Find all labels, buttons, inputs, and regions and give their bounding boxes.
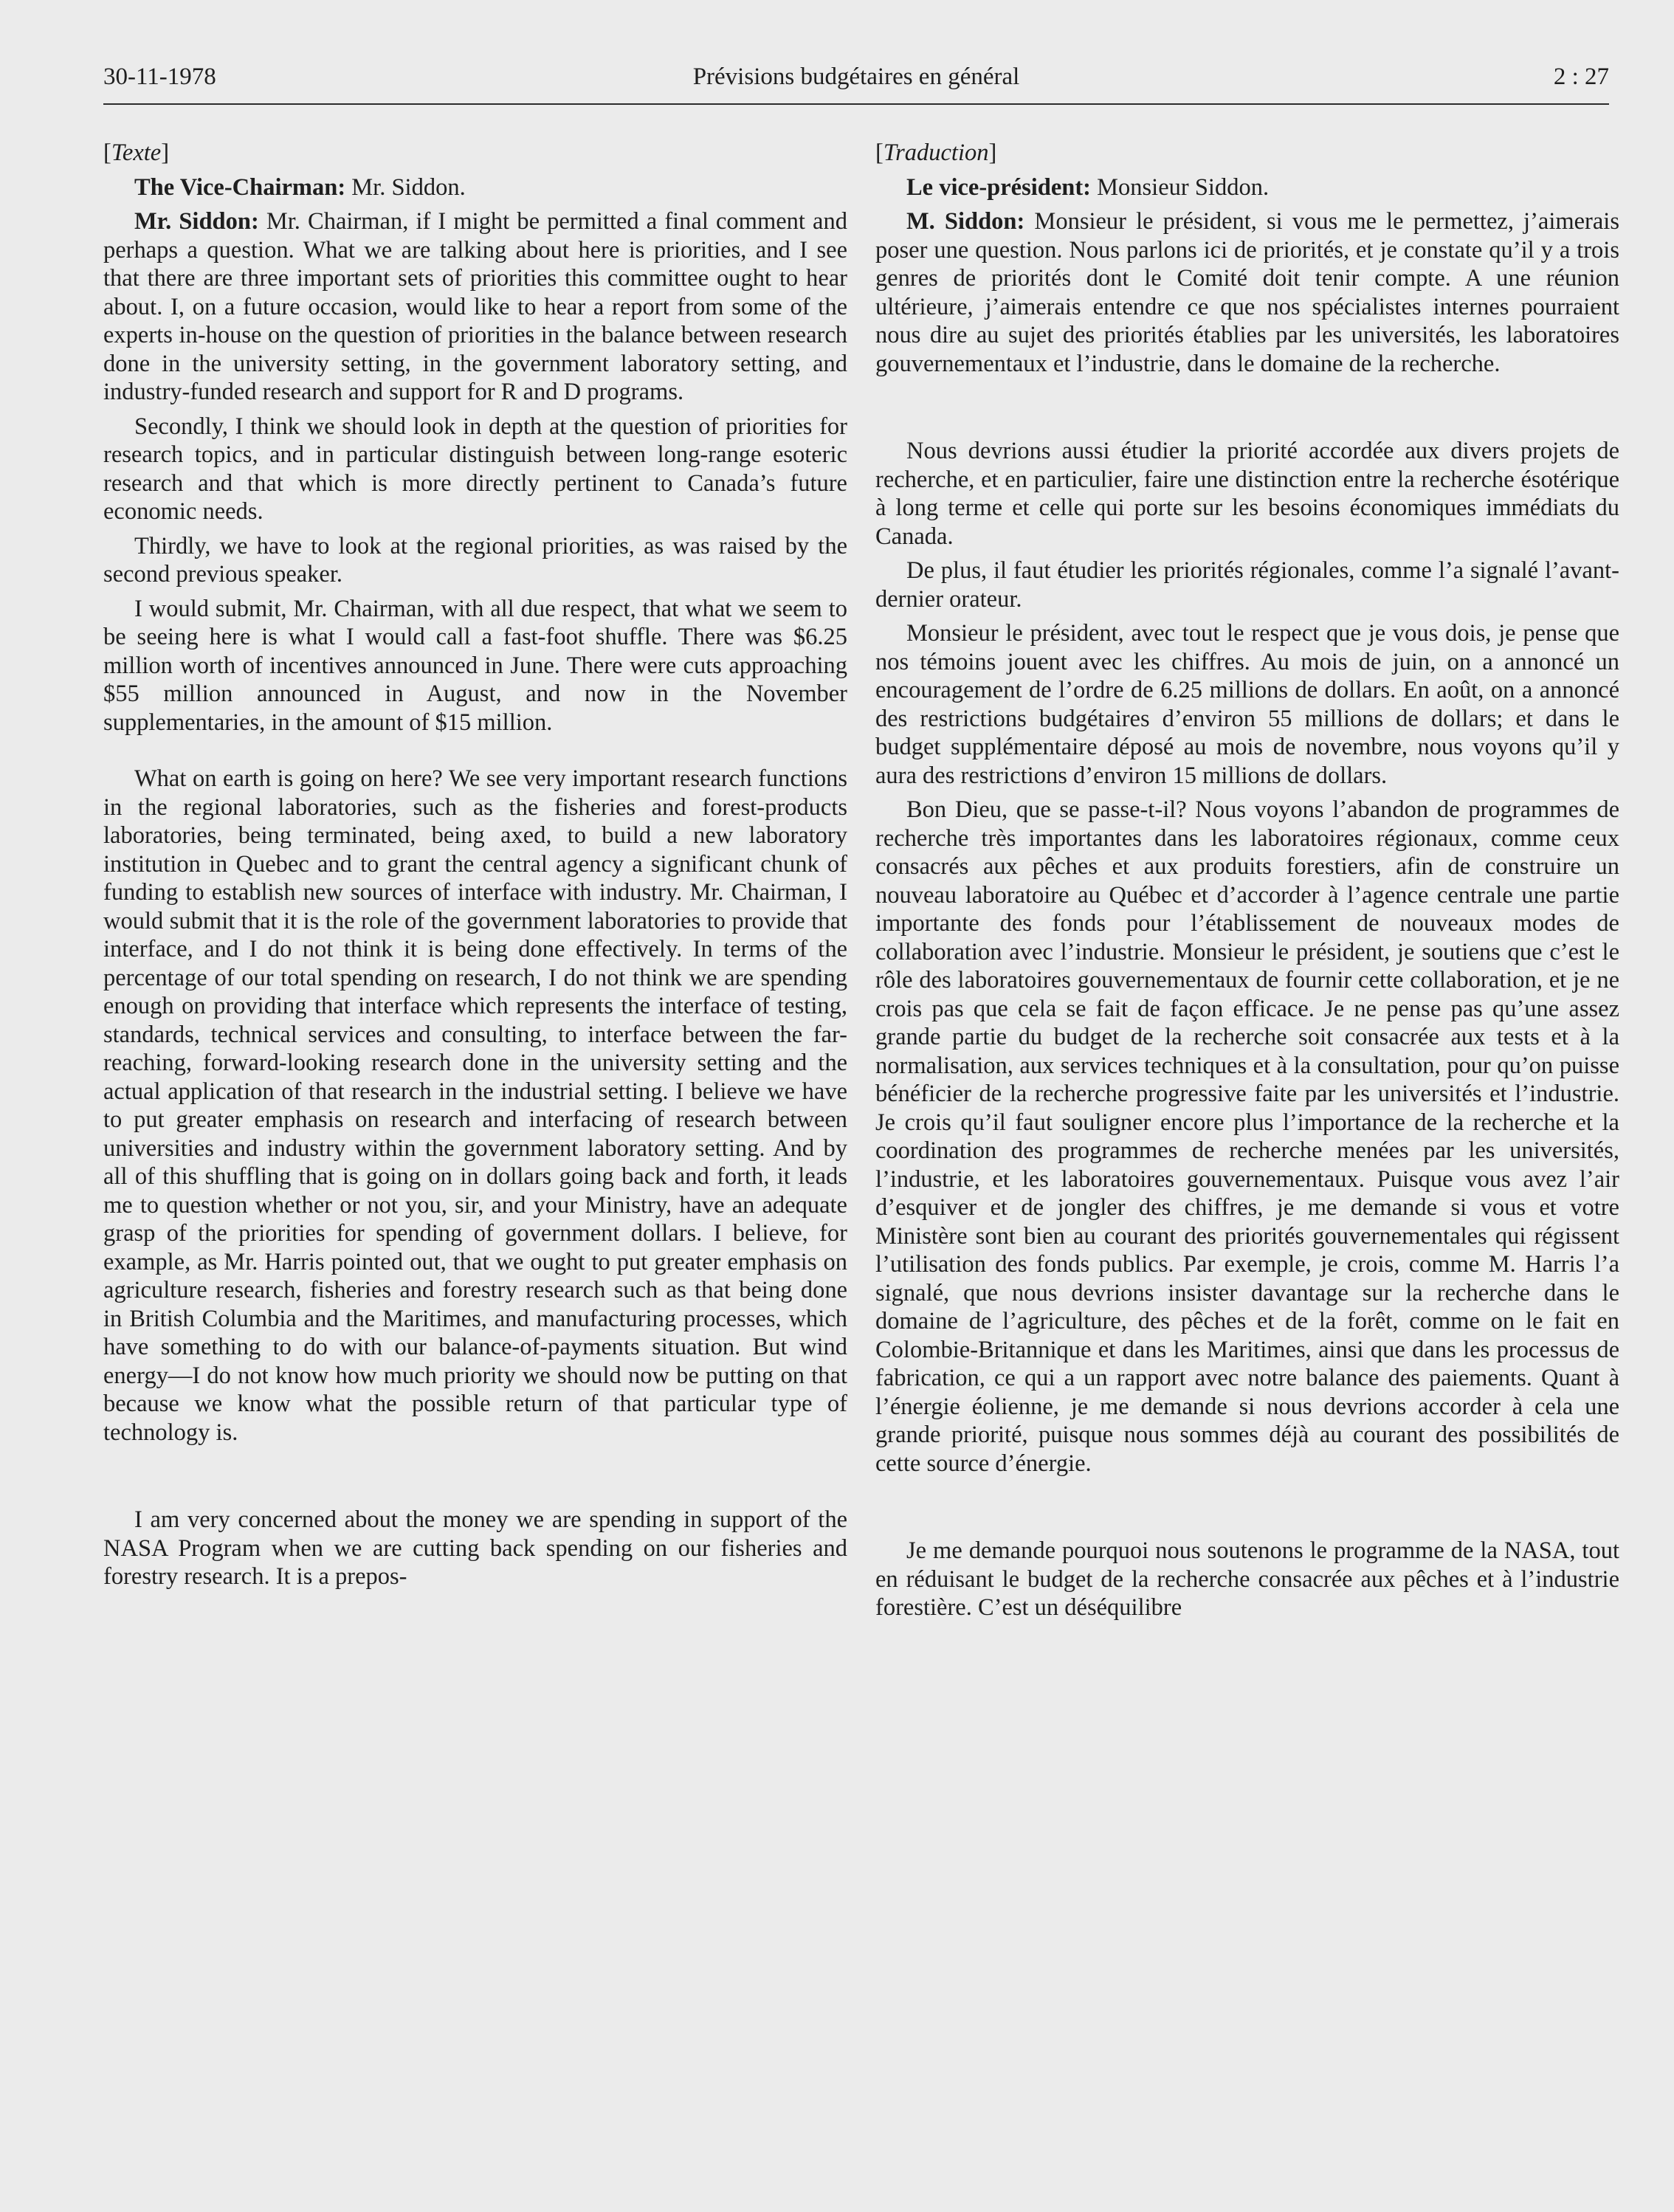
header-rule	[103, 103, 1609, 105]
paragraph: M. Siddon: Monsieur le président, si vous me le permettez, j’aimerais poser une question. Nous parlons ici de priorités, et je constate qu’il y a trois genres de priorités dont le Comité doit tenir compte. A une réunion ultérieure, j’aimerais entendre ce que nos spécialistes internes pourraient nous dire au sujet des priorités établies par les universités, les laboratoires gouvernementaux et l’industrie, dans le domaine de la recherche.	[875, 208, 1619, 377]
paragraph: I would submit, Mr. Chairman, with all due respect, that what we seem to be seeing here is what I would call a fast-foot shuffle. There was $6.25 million worth of incentives announced in June. There were cuts approaching $55 million announced in August, and now in the November supplementaries, in the amount of $15 million.	[103, 595, 847, 736]
header-date: 30-11-1978	[103, 63, 216, 90]
paragraph: I am very concerned about the money we are spending in support of the NASA Program when we are cutting back spending on our fisheries and forestry research. It is a prepos-	[103, 1506, 847, 1590]
running-header	[103, 63, 1609, 105]
speaker-name: M. Siddon:	[906, 208, 1025, 235]
paragraph: Monsieur le président, avec tout le respect que je vous dois, je pense que nos témoins jouent avec les chiffres. Au mois de juin, on a annoncé un encouragement de l’ordre de 6.25 millions de dollars. En août, on a annoncé des restrictions budgétaires d’environ 55 millions de dollars; et dans le budget supplémentaire déposé au mois de novembre, nous voyons qu’il y aura des restrictions d’environ 15 millions de dollars.	[875, 620, 1619, 789]
paragraph: Le vice-président: Monsieur Siddon.	[906, 173, 1270, 201]
paragraph: What on earth is going on here? We see very important research functions in the regional laboratories, such as the fisheries and forest-products laboratories, being terminated, being axed, to build a new laboratory institution in Quebec and to grant the central agency a significant chunk of funding to establish new sources of interface with industry. Mr. Chairman, I would submit that it is the role of the government laboratories to provide that interface, and I do not think it is being done effectively. In terms of the percentage of our total spending on research, I do not think we are spending enough on providing that interface which represents the interface of testing, standards, technical services and consulting, to interface between the far-reaching, forward-looking research done in the university setting and the actual application of that research in the industrial setting. I believe we have to put greater emphasis on research and interfacing of research between universities and industry within the government laboratory setting. And by all of this shuffling that is going on in dollars going back and forth, it leads me to question whether or not you, sir, and your Ministry, have an adequate grasp of the priorities for spending of government dollars. I believe, for example, as Mr. Harris pointed out, that we ought to put greater emphasis on agriculture research, fisheries and forestry research such as that being done in British Columbia and the Maritimes, and manufacturing processes, which have something to do with our balance-of-payments situation. But wind energy—I do not know how much priority we should now be putting on that because we know what the possible return of that particular type of technology is.	[103, 765, 847, 1446]
paragraph: Nous devrions aussi étudier la priorité accordée aux divers projets de recherche, et en particulier, faire une distinction entre la recherche ésotérique à long terme et celle qui porte sur les besoins économiques immédiats du Canada.	[875, 438, 1619, 550]
paragraph: Mr. Siddon: Mr. Chairman, if I might be permitted a final comment and perhaps a question. What we are talking about here is priorities, and I see that there are three important sets of priorities this committee ought to hear about. I, on a future occasion, would like to hear a report from some of the experts in-house on the question of priorities in the balance between research done in the university setting, in the government laboratory setting, and industry-funded research and support for R and D programs.	[103, 208, 847, 405]
header-page-number: 2 : 27	[1553, 63, 1609, 90]
french-column	[875, 139, 1619, 1622]
paragraph: The Vice-Chairman: Mr. Siddon.	[134, 173, 466, 201]
section-tag: [Traduction]	[875, 139, 997, 166]
paragraph: Je me demande pourquoi nous soutenons le programme de la NASA, tout en réduisant le budget de la recherche consacrée aux pêches et à l’industrie forestière. C’est un déséquilibre	[875, 1537, 1619, 1621]
paragraph: Bon Dieu, que se passe-t-il? Nous voyons l’abandon de programmes de recherche très importantes dans les laboratoires régionaux, comme ceux consacrés aux pêches et aux produits forestiers, afin de construire un nouveau laboratoire au Québec et d’accorder à l’agence centrale une partie importante des fonds pour l’établissement de nouveaux modes de collaboration avec l’industrie. Monsieur le président, je soutiens que c’est le rôle des laboratoires gouvernementaux de fournir cette collaboration, et je ne crois pas que cela se fait de façon efficace. Je ne pense pas qu’une assez grande partie du budget de la recherche soit consacrée aux tests et à la normalisation, aux services techniques et à la consultation, pour qu’on puisse bénéficier de la recherche progressive faite par les universités et l’industrie. Je crois qu’il faut souligner encore plus l’importance de la recherche et la coordination des programmes de recherche menées par les universités, l’industrie, et les laboratoires gouvernementaux. Puisque vous avez l’air d’esquiver et de jongler des chiffres, je me demande si vous et votre Ministère sont bien au courant des priorités gouvernementales qui régissent l’utilisation des fonds publics. Par exemple, je crois, comme M. Harris l’a signalé, que nous devrions insister davantage sur la recherche dans le domaine de l’agriculture, des pêches et de la forêt, comme on le fait en Colombie-Britannique et dans les Maritimes, ainsi que dans les processus de fabrication, ce qui a un rapport avec notre balance des paiements. Quant à l’énergie éolienne, je me demande si nous devrions accorder à cela une grande priorité, puisque nous sommes déjà au courant des possibilités de cette source d’énergie.	[875, 796, 1619, 1477]
speaker-name: Mr. Siddon:	[134, 208, 259, 235]
paragraph: Thirdly, we have to look at the regional priorities, as was raised by the second previous speaker.	[103, 532, 847, 588]
speaker-name: Le vice-président:	[906, 173, 1092, 201]
english-column	[103, 139, 847, 1591]
section-tag: [Texte]	[103, 139, 170, 166]
paragraph: De plus, il faut étudier les priorités régionales, comme l’a signalé l’avant-dernier orateur.	[875, 557, 1619, 613]
speaker-name: The Vice-Chairman:	[134, 173, 346, 201]
paragraph: Secondly, I think we should look in depth at the question of priorities for research topics, and in particular distinguish between long-range esoteric research and that which is more directly pertinent to Canada’s future economic needs.	[103, 413, 847, 525]
header-title: Prévisions budgétaires en général	[692, 63, 1020, 90]
